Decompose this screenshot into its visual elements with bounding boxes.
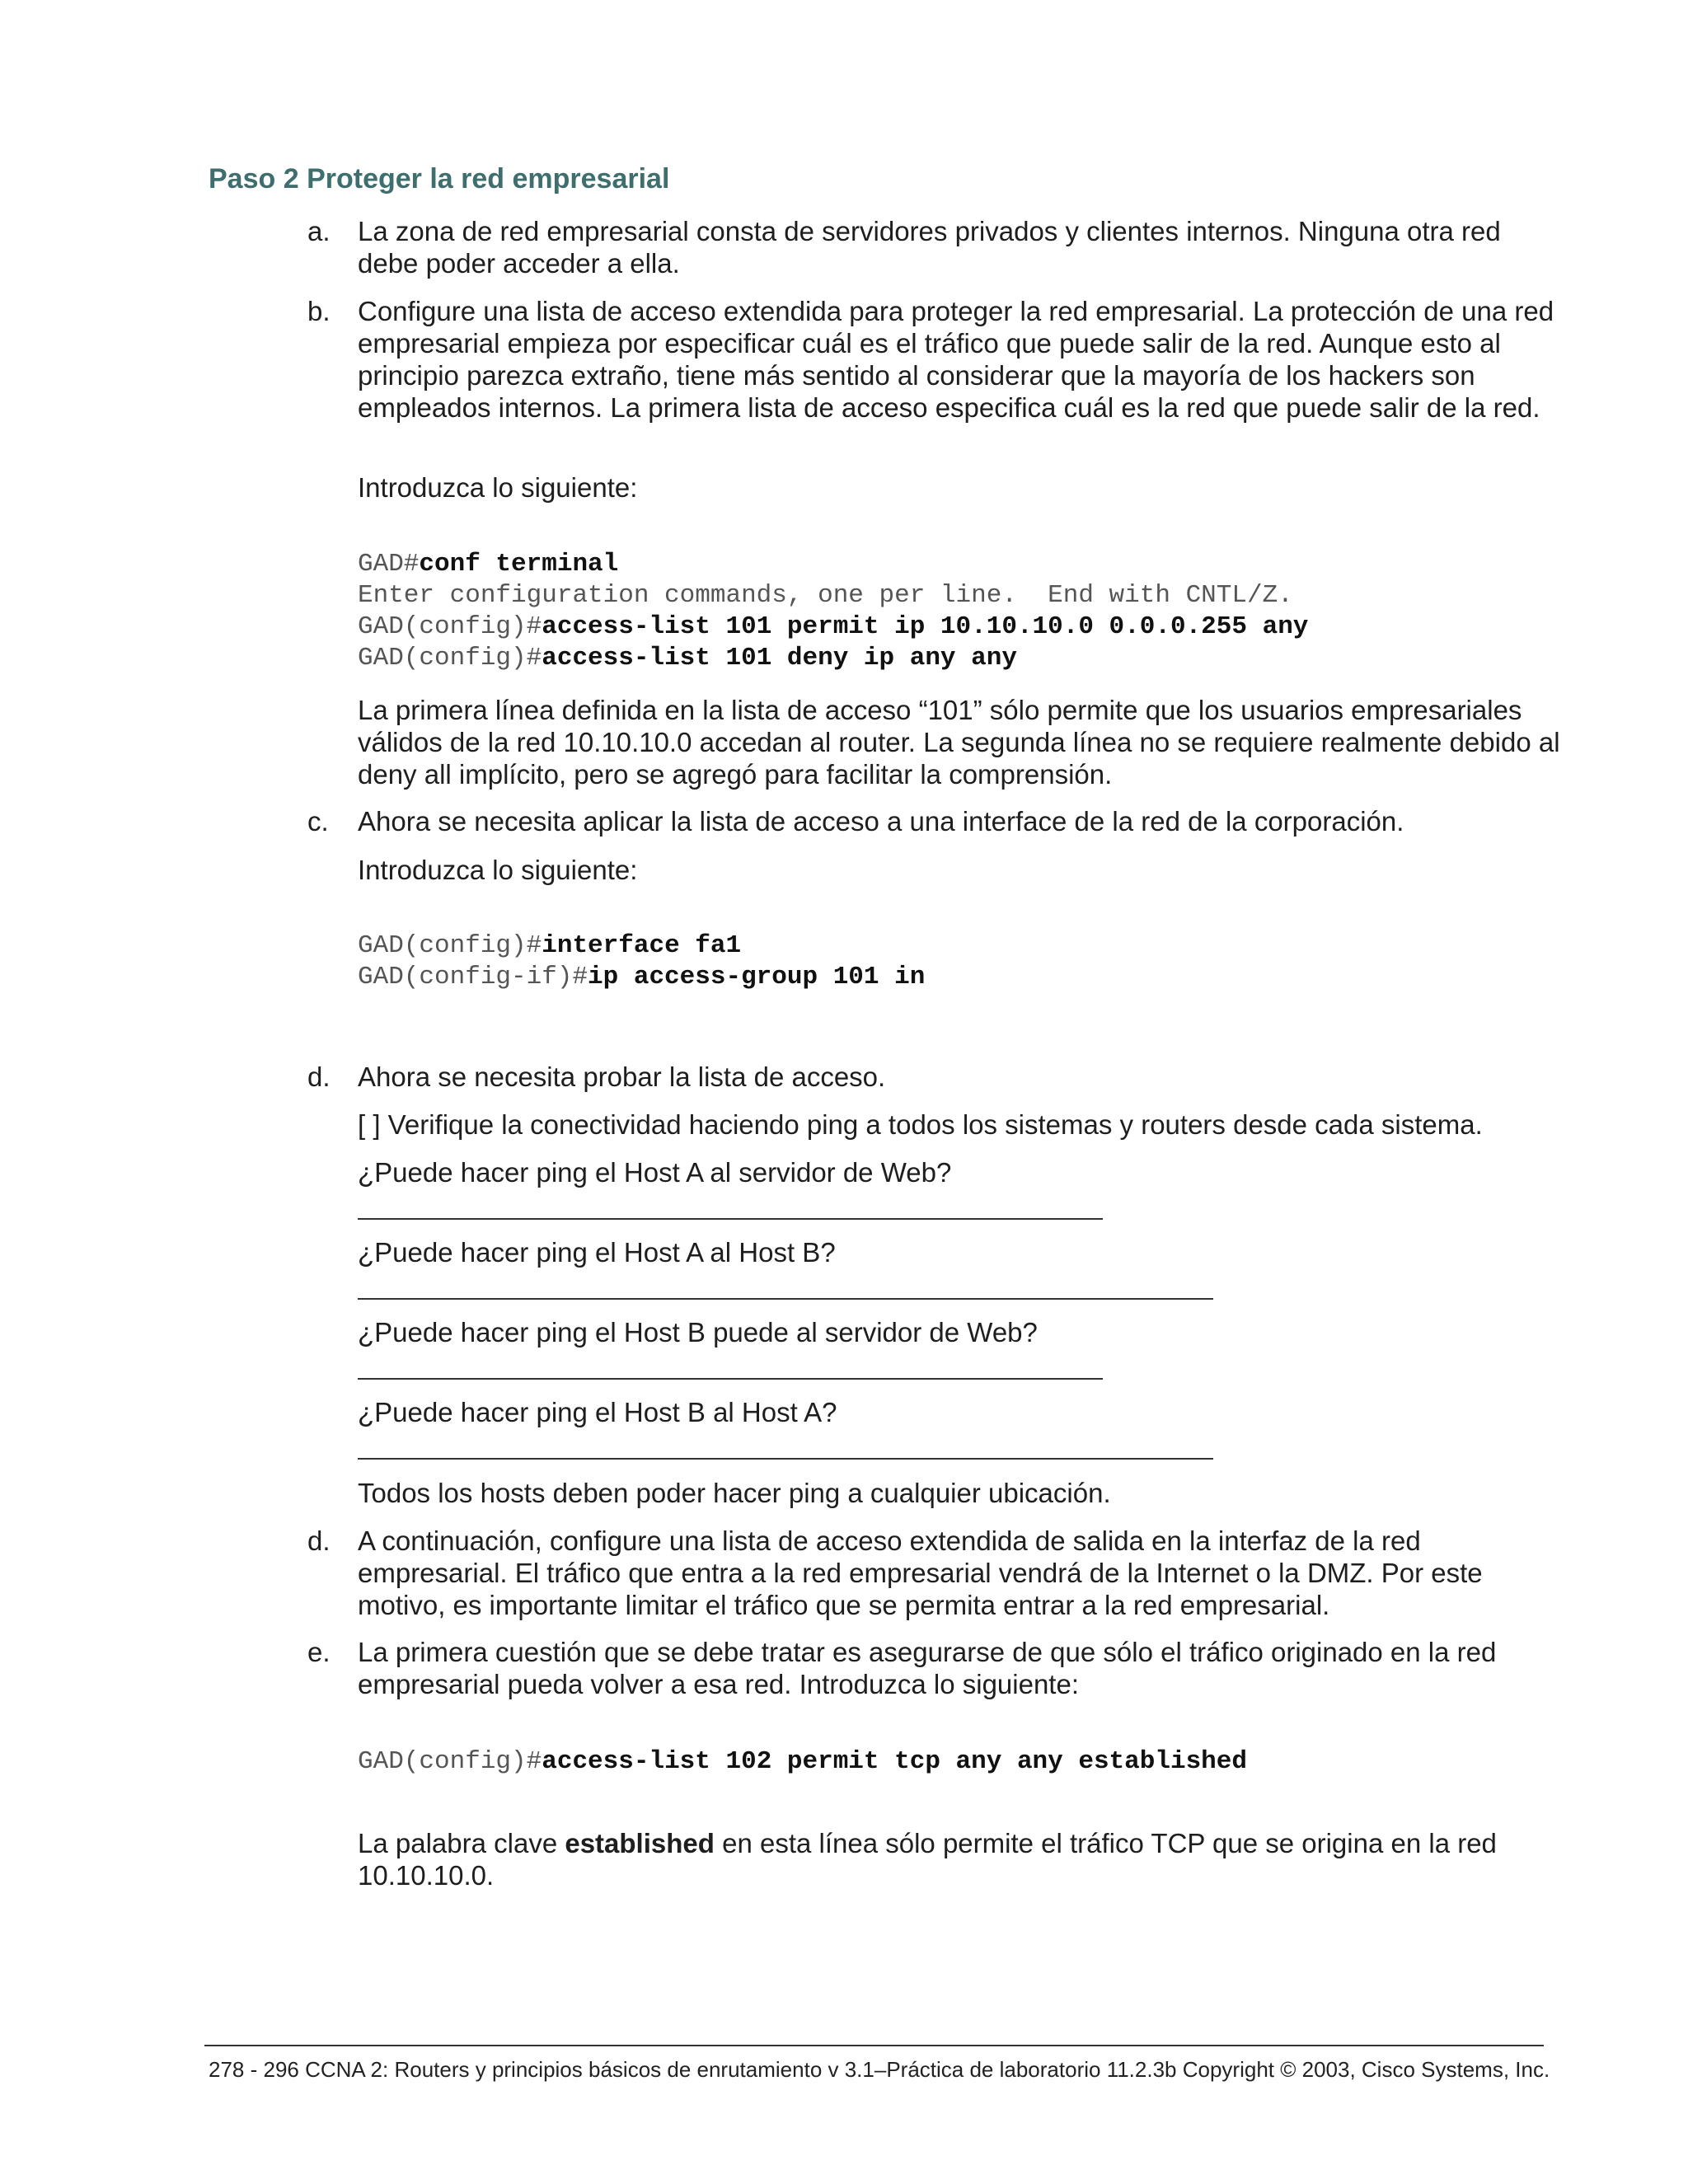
item-text: Configure una lista de acceso extendida para proteger la red empresarial. La protección de una red empresarial empieza por especificar cuál es el tráfico que puede salir de la red. Aunque esto al principio parezca extraño, tiene más sentido al considerar que la mayoría de los hackers son empleados internos. La primera lista de acceso especifica cuál es la red que puede salir de la red.	[358, 296, 1554, 423]
answer-field-4[interactable]	[358, 1458, 1213, 1460]
code-line: GAD#conf terminal	[358, 550, 619, 579]
item-text: La zona de red empresarial consta de servidores privados y clientes internos. Ninguna otra red debe poder acceder a ella.	[358, 216, 1501, 279]
code-line: Enter configuration commands, one per line. End with CNTL/Z.	[358, 581, 1293, 610]
code-line: GAD(config-if)#ip access-group 101 in	[358, 963, 926, 991]
code-line: GAD(config)#access-list 102 permit tcp any any established	[358, 1747, 1247, 1776]
code-line: GAD(config)#access-list 101 deny ip any any	[358, 644, 1017, 673]
item-letter: d.	[307, 1526, 331, 1556]
item-letter: c.	[307, 806, 329, 837]
code-block-3	[358, 1746, 1561, 1778]
step-heading: Paso 2 Proteger la red empresarial	[209, 163, 670, 194]
item-text: Ahora se necesita aplicar la lista de acceso a una interface de la red de la corporación.	[358, 806, 1404, 837]
item-text: Ahora se necesita probar la lista de acceso.	[358, 1062, 886, 1092]
item-letter: d.	[307, 1062, 331, 1092]
keyword-established: established	[565, 1828, 715, 1858]
question-3: ¿Puede hacer ping el Host B puede al servidor de Web?	[358, 1317, 1038, 1347]
code-line: GAD(config)#access-list 101 permit ip 10.10.10.0 0.0.0.255 any	[358, 612, 1309, 641]
verify-checkbox-text: [ ] Verifique la conectividad haciendo ping a todos los sistemas y routers desde cada sistema.	[358, 1109, 1483, 1140]
item-text: A continuación, configure una lista de acceso extendida de salida en la interfaz de la red empresarial. El tráfico que entra a la red empresarial vendrá de la Internet o la DMZ. Por este motivo, es importante limitar el tráfico que se permita entrar a la red empresarial.	[358, 1526, 1483, 1620]
code-line: GAD(config)#interface fa1	[358, 931, 742, 960]
page-footer: 278 - 296 CCNA 2: Routers y principios básicos de enrutamiento v 3.1–Práctica de laboratorio 11.2.3b Copyright © 2003, Cisco Systems, Inc.	[209, 2057, 1550, 2082]
item-text: La primera cuestión que se debe tratar es asegurarse de que sólo el tráfico originado en la red empresarial pueda volver a esa red. Introduzca lo siguiente:	[358, 1637, 1497, 1699]
answer-field-1[interactable]	[358, 1218, 1103, 1220]
question-2: ¿Puede hacer ping el Host A al Host B?	[358, 1237, 836, 1268]
answer-field-2[interactable]	[358, 1298, 1213, 1300]
instruction-text: Introduzca lo siguiente:	[358, 855, 638, 885]
code-block-1	[358, 549, 1561, 674]
note-text: Todos los hosts deben poder hacer ping a cualquier ubicación.	[358, 1478, 1111, 1508]
established-explanation: La palabra clave established en esta línea sólo permite el tráfico TCP que se origina en la red 10.10.10.0.	[358, 1828, 1497, 1891]
question-4: ¿Puede hacer ping el Host B al Host A?	[358, 1397, 837, 1427]
item-letter: b.	[307, 296, 331, 326]
code-block-2	[358, 930, 1561, 993]
item-letter: e.	[307, 1637, 331, 1667]
question-1: ¿Puede hacer ping el Host A al servidor de Web?	[358, 1157, 952, 1188]
instruction-text: Introduzca lo siguiente:	[358, 472, 638, 503]
footer-divider	[204, 2045, 1544, 2046]
item-letter: a.	[307, 216, 331, 246]
explanation-text: La primera línea definida en la lista de acceso “101” sólo permite que los usuarios empresariales válidos de la red 10.10.10.0 accedan al router. La segunda línea no se requiere realmente debido al deny all implícito, pero se agregó para facilitar la comprensión.	[358, 695, 1560, 790]
answer-field-3[interactable]	[358, 1378, 1103, 1380]
